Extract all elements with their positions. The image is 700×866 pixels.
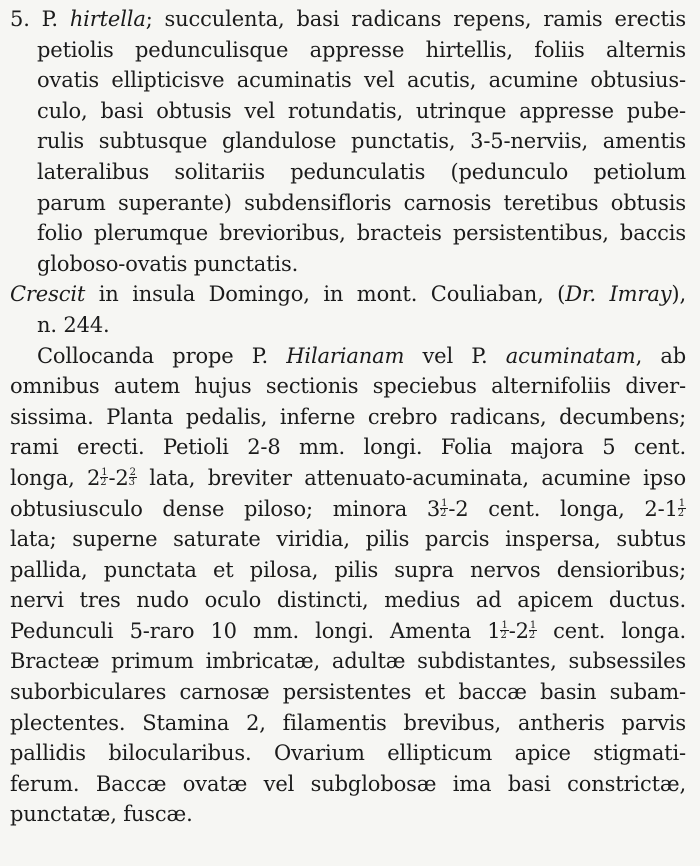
notes-line: Bracteæ primum imbricatæ, adultæ subdistantes, subsessiles (10, 649, 686, 674)
species-description-line: folio plerumque brevioribus, bracteis persistentibus, baccis (37, 221, 686, 246)
description-text: ; succulenta, basi radicans repens, ramis erectis (145, 7, 686, 31)
fraction-numerator: 1 (101, 466, 108, 478)
species-description-line (10, 4, 686, 35)
fraction-numerator: 1 (678, 497, 685, 509)
notes-text: cent. longa. (537, 618, 686, 643)
notes-text: longa, 2 (10, 465, 101, 490)
notes-line (10, 341, 686, 372)
notes-line: plectentes. Stamina 2, filamentis brevibus, antheris parvis (10, 710, 686, 735)
species-name: hirtella (69, 7, 146, 31)
notes-line: punctatæ, fuscæ. (10, 802, 193, 827)
notes-text: Pedunculi 5-raro 10 mm. longi. Amenta 1 (10, 618, 501, 643)
notes-text: lata, breviter attenuato-acuminata, acumine ipso (136, 465, 687, 490)
fraction-half (500, 621, 508, 640)
specimen-number: n. 244. (37, 312, 110, 337)
collector-name: Dr. Imray (565, 282, 672, 307)
notes-text: vel P. (404, 343, 506, 368)
species-description-line: ovatis ellipticisve acuminatis vel acutis, acumine obtusius- (37, 68, 686, 93)
notes-text: -2 (108, 465, 129, 490)
notes-text: -2 (508, 618, 529, 643)
fraction-two-thirds (129, 468, 137, 487)
notes-text: Collocanda prope P. (37, 343, 287, 368)
habitat-text-end: ), (671, 282, 686, 307)
fraction-denominator: 2 (528, 629, 536, 641)
notes-line (10, 463, 686, 494)
notes-text: , ab (635, 343, 686, 368)
fraction-numerator: 1 (529, 619, 537, 631)
notes-line: ferum. Baccæ ovatæ vel subglobosæ ima basi constrictæ, (10, 771, 686, 796)
habitat-label: Crescit (10, 282, 86, 307)
notes-line: pallida, punctata et pilosa, pilis supra nervos densioribus; (10, 557, 686, 582)
species-description-line: rulis subtusque glandulose punctatis, 3-5-nerviis, amentis (37, 129, 686, 154)
fraction-half (100, 468, 108, 487)
species-reference: Hilarianam (286, 343, 405, 368)
fraction-half (678, 499, 686, 518)
fraction-denominator: 2 (100, 476, 107, 488)
fraction-denominator: 3 (128, 476, 135, 488)
species-description-line: culo, basi obtusis vel rotundatis, utrinque appresse pube- (37, 98, 686, 123)
species-description-line: globoso-ovatis punctatis. (37, 251, 299, 276)
entry-number: 5. (10, 7, 30, 31)
species-description-line: lateralibus solitariis pedunculatis (pedunculo petiolum (37, 159, 686, 184)
fraction-numerator: 1 (501, 619, 508, 631)
notes-line: sissima. Planta pedalis, inferne crebro radicans, decumbens; (10, 404, 686, 429)
notes-line (10, 494, 686, 525)
notes-line: rami erecti. Petioli 2-8 mm. longi. Folia majora 5 cent. (10, 435, 686, 460)
fraction-denominator: 2 (440, 507, 447, 519)
fraction-denominator: 2 (677, 507, 684, 519)
fraction-half (440, 499, 448, 518)
fraction-half (529, 621, 537, 640)
notes-line: suborbiculares carnosæ persistentes et baccæ basin subam- (10, 680, 686, 705)
habitat-line (10, 279, 686, 310)
notes-text: -2 cent. longa, 2-1 (448, 496, 678, 521)
habitat-text: in insula Domingo, in mont. Couliaban, ( (85, 282, 566, 307)
genus-abbreviation: P. (41, 7, 58, 31)
species-description-line: parum superante) subdensifloris carnosis teretibus obtusis (37, 190, 686, 215)
fraction-numerator: 2 (129, 466, 136, 478)
fraction-denominator: 2 (500, 629, 507, 641)
species-description-line: petiolis pedunculisque appresse hirtellis, foliis alternis (37, 37, 686, 62)
notes-line (10, 616, 686, 647)
notes-line: lata; superne saturate viridia, pilis parcis inspersa, subtus (10, 527, 686, 552)
notes-line: omnibus autem hujus sectionis speciebus alternifoliis diver- (10, 374, 686, 399)
species-reference: acuminatam (505, 343, 636, 368)
notes-text: obtusiusculo dense piloso; minora 3 (10, 496, 441, 521)
notes-line: nervi tres nudo oculo distincti, medius ad apicem ductus. (10, 588, 686, 613)
notes-line: pallidis bilocularibus. Ovarium ellipticum apice stigmati- (10, 741, 686, 766)
fraction-numerator: 1 (441, 497, 448, 509)
